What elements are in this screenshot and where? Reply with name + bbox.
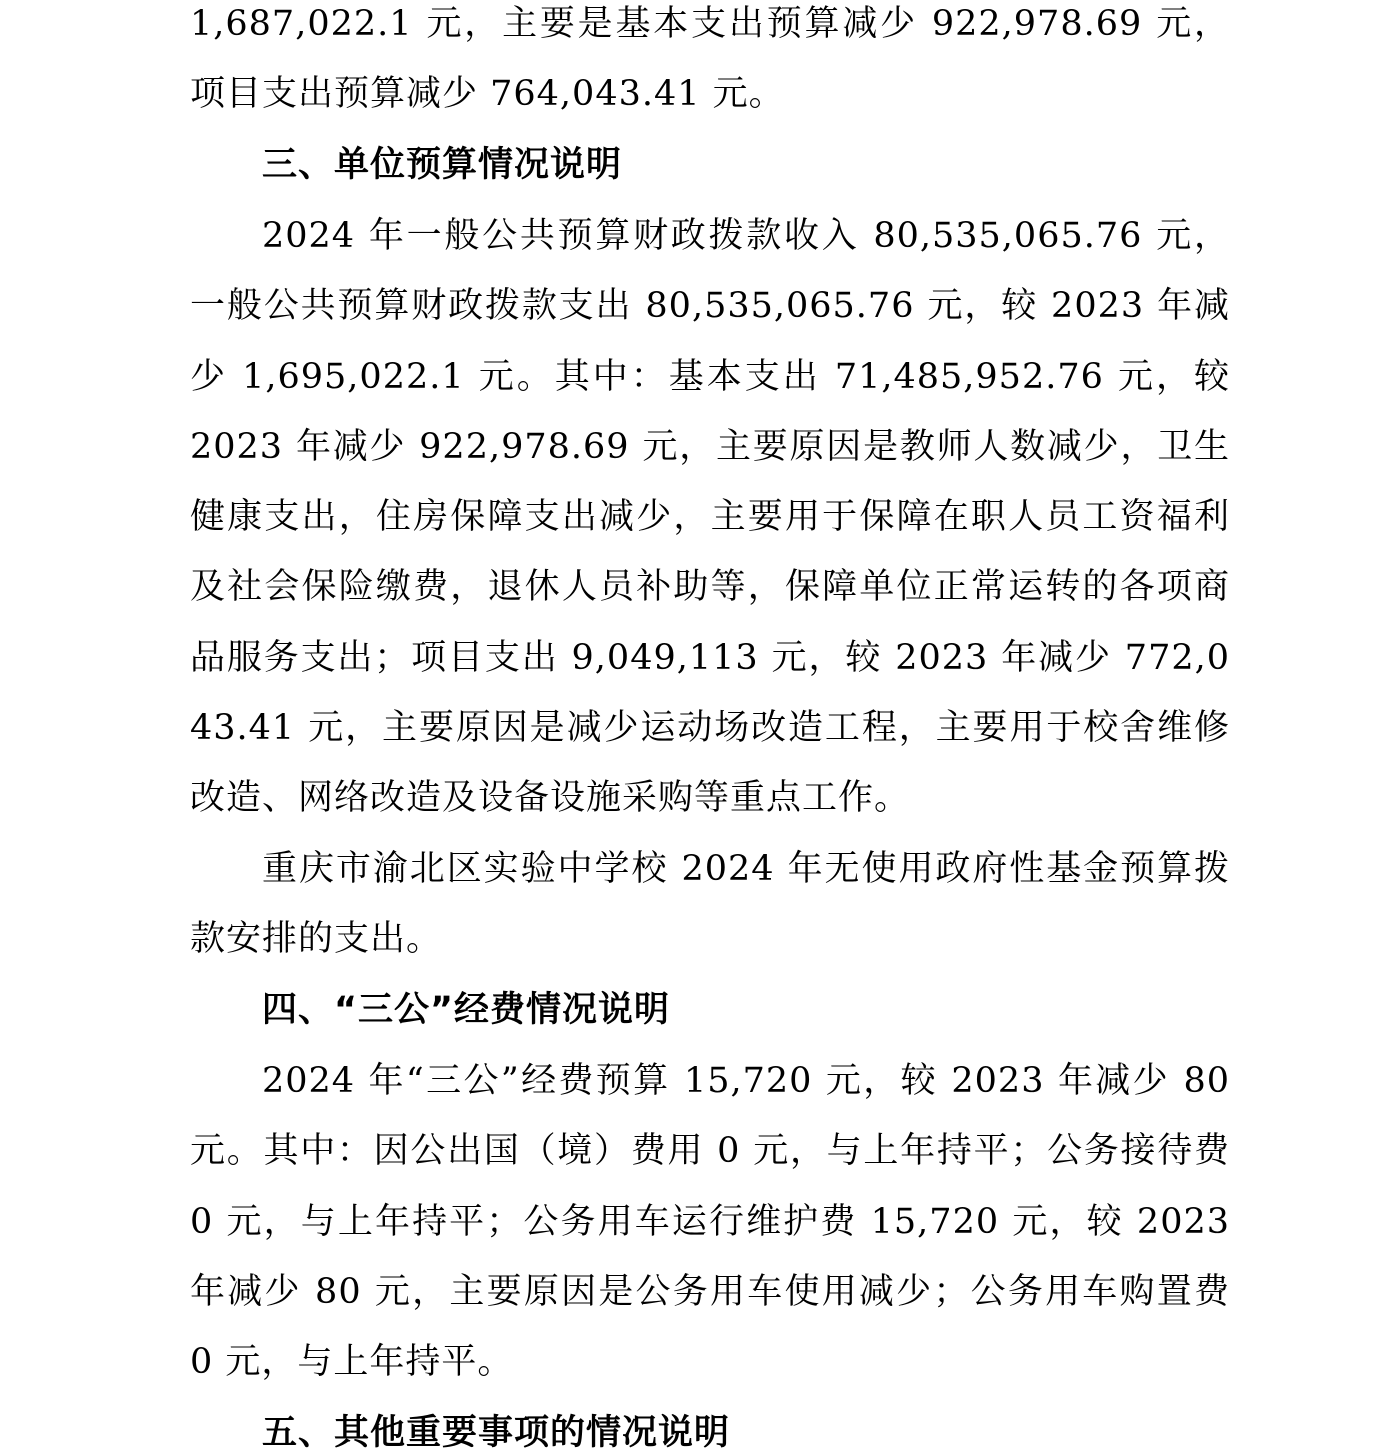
section-3-paragraph-2: 重庆市渝北区实验中学校 2024 年无使用政府性基金预算拨款安排的支出。 [190,849,1230,960]
paragraph-continued: 1,687,022.1 元，主要是基本支出预算减少 922,978.69 元，项目支出预算减少 764,043.41 元。 [190,4,1230,115]
section-heading-3: 三、单位预算情况说明 [262,145,623,185]
section-heading-5: 五、其他重要事项的情况说明 [262,1413,731,1453]
section-3-paragraph-1: 2024 年一般公共预算财政拨款收入 80,535,065.76 元，一般公共预算财政拨款支出 80,535,065.76 元，较 2023 年减少 1,695,022.1 元。其中：基本支出 71,485,952.76 元，较 2023 年减少 922,978.69 元，主要原因是教师人数减少，卫生健康支出，住房保障支出减少，主要用于保障在职人员工资福利及社会保险缴费，退休人员补助等，保障单位正常运转的各项商品服务支出；项目支出 9,049,113 元，较 2023 年减少 772,043.41 元，主要原因是减少运动场改造工程，主要用于校舍维修改造、网络改造及设备设施采购等重点工作。 [190,216,1230,819]
section-heading-4: 四、“三公”经费情况说明 [262,990,671,1030]
section-4-paragraph-1: 2024 年“三公”经费预算 15,720 元，较 2023 年减少 80 元。其中：因公出国（境）费用 0 元，与上年持平；公务接待费 0 元，与上年持平；公务用车运行维护费 15,720 元，较 2023 年减少 80 元，主要原因是公务用车使用减少；公务用车购置费 0 元，与上年持平。 [190,1061,1230,1383]
